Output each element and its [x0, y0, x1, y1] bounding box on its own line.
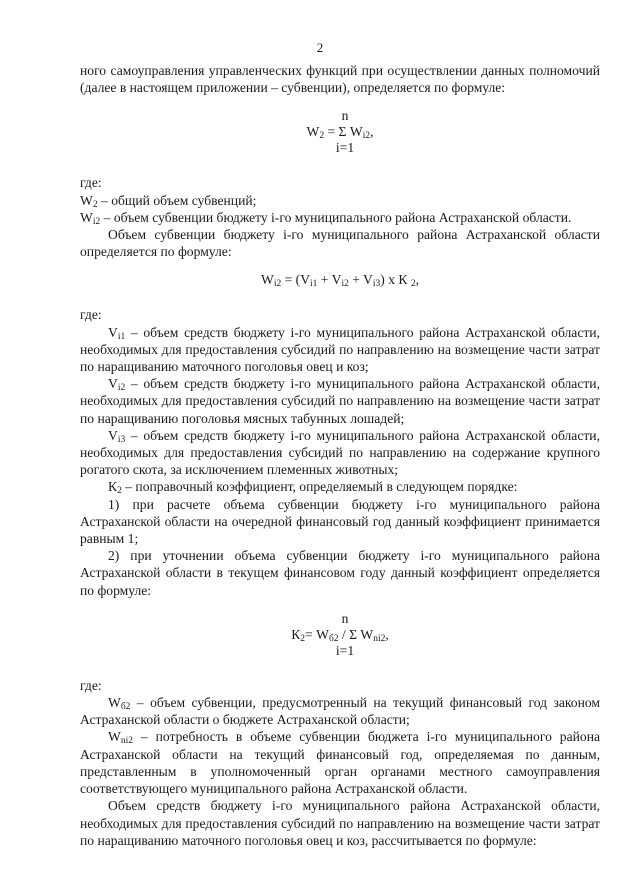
formula-w2-upper: n — [341, 108, 349, 124]
definition-wi2: $W_{i2}$ – объем субвенции бюджету i-го муниципального района Астраханской области. — [80, 209, 572, 227]
formula-w2-body: $W_2 = \Sigma$ $W_{i2}$, — [306, 124, 374, 142]
where-label-2: где: — [80, 307, 102, 323]
formula-k2-body: $К_2= W_{б2} / \Sigma$ $W_{ni2}$, — [291, 626, 389, 644]
definition-vi1: $V_{i1}$ – объем средств бюджету i-го муниципального района Астраханской области, необходимых для предоставления субсидий по направлению на возмещение части затрат по наращиванию маточного поголовья овец и коз; — [80, 324, 600, 375]
definition-vi2: $V_{i2}$ – объем средств бюджету i-го муниципального района Астраханской области, необходимых для предоставления субсидий по направлению на возмещение части затрат по наращиванию поголовья мясных табунных лошадей; — [80, 376, 600, 426]
formula-k2 — [80, 611, 600, 659]
formula-w2-lower: i=1 — [335, 140, 355, 156]
intro-paragraph: ного самоуправления управленческих функций при осуществлении данных полномочий (далее в настоящем приложении – субвенции), определяется по формуле: — [80, 63, 600, 96]
final-paragraph: Объем средств бюджету i-го муниципального района Астраханской области, необходимых для предоставления субсидий по направлению на возмещение части затрат по наращиванию маточного поголовья овец и коз, рассчитывается по формуле: — [80, 798, 600, 848]
formula-k2-lower: i=1 — [335, 642, 355, 658]
formula-wi2: $W_{i2} = (V_{i1} + V_{i2} + V_{i3})$ x К $_2$, — [260, 272, 420, 290]
definition-w2: $W_2$ – общий объем субвенций; — [80, 192, 257, 210]
document-body — [80, 62, 600, 849]
where-label-1: где: — [80, 175, 102, 191]
formula-k2-upper: n — [341, 610, 349, 626]
page-number: 2 — [316, 40, 324, 55]
definition-k2: $К_2$ – поправочный коэффициент, определяемый в следующем порядке: — [108, 479, 518, 497]
list-item-1: 1) при расчете объема субвенции бюджету i-го муниципального района Астраханской области на очередной финансовый год данный коэффициент принимается равным 1; — [80, 496, 600, 547]
formula-w2 — [80, 108, 600, 156]
definition-wni2: $W_{ni2}$ – потребность в объеме субвенции бюджета i-го муниципального района Астраханской области на текущий финансовый год, определяемая по данным, представленным в уполномоченный орган органами местного самоуправления соответствующего муниципального района Астраханской области. — [80, 729, 600, 797]
volume-paragraph: Объем субвенции бюджету i-го муниципального района Астраханской области определяется по формуле: — [80, 227, 600, 260]
definition-wb2: $W_{б2}$ – объем субвенции, предусмотренный на текущий финансовый год законом Астраханской области о бюджете Астраханской области; — [80, 695, 600, 728]
list-item-2: 2) при уточнении объема субвенции бюджету i-го муниципального района Астраханской области в текущем финансовом году данный коэффициент определяется по формуле: — [80, 548, 600, 598]
where-label-3: где: — [80, 677, 102, 693]
definition-vi3: $V_{i3}$ – объем средств бюджету i-го муниципального района Астраханской области, необходимых для предоставления субсидий по направлению на содержание крупного рогатого скота, за исключением племенных животных; — [80, 427, 600, 478]
